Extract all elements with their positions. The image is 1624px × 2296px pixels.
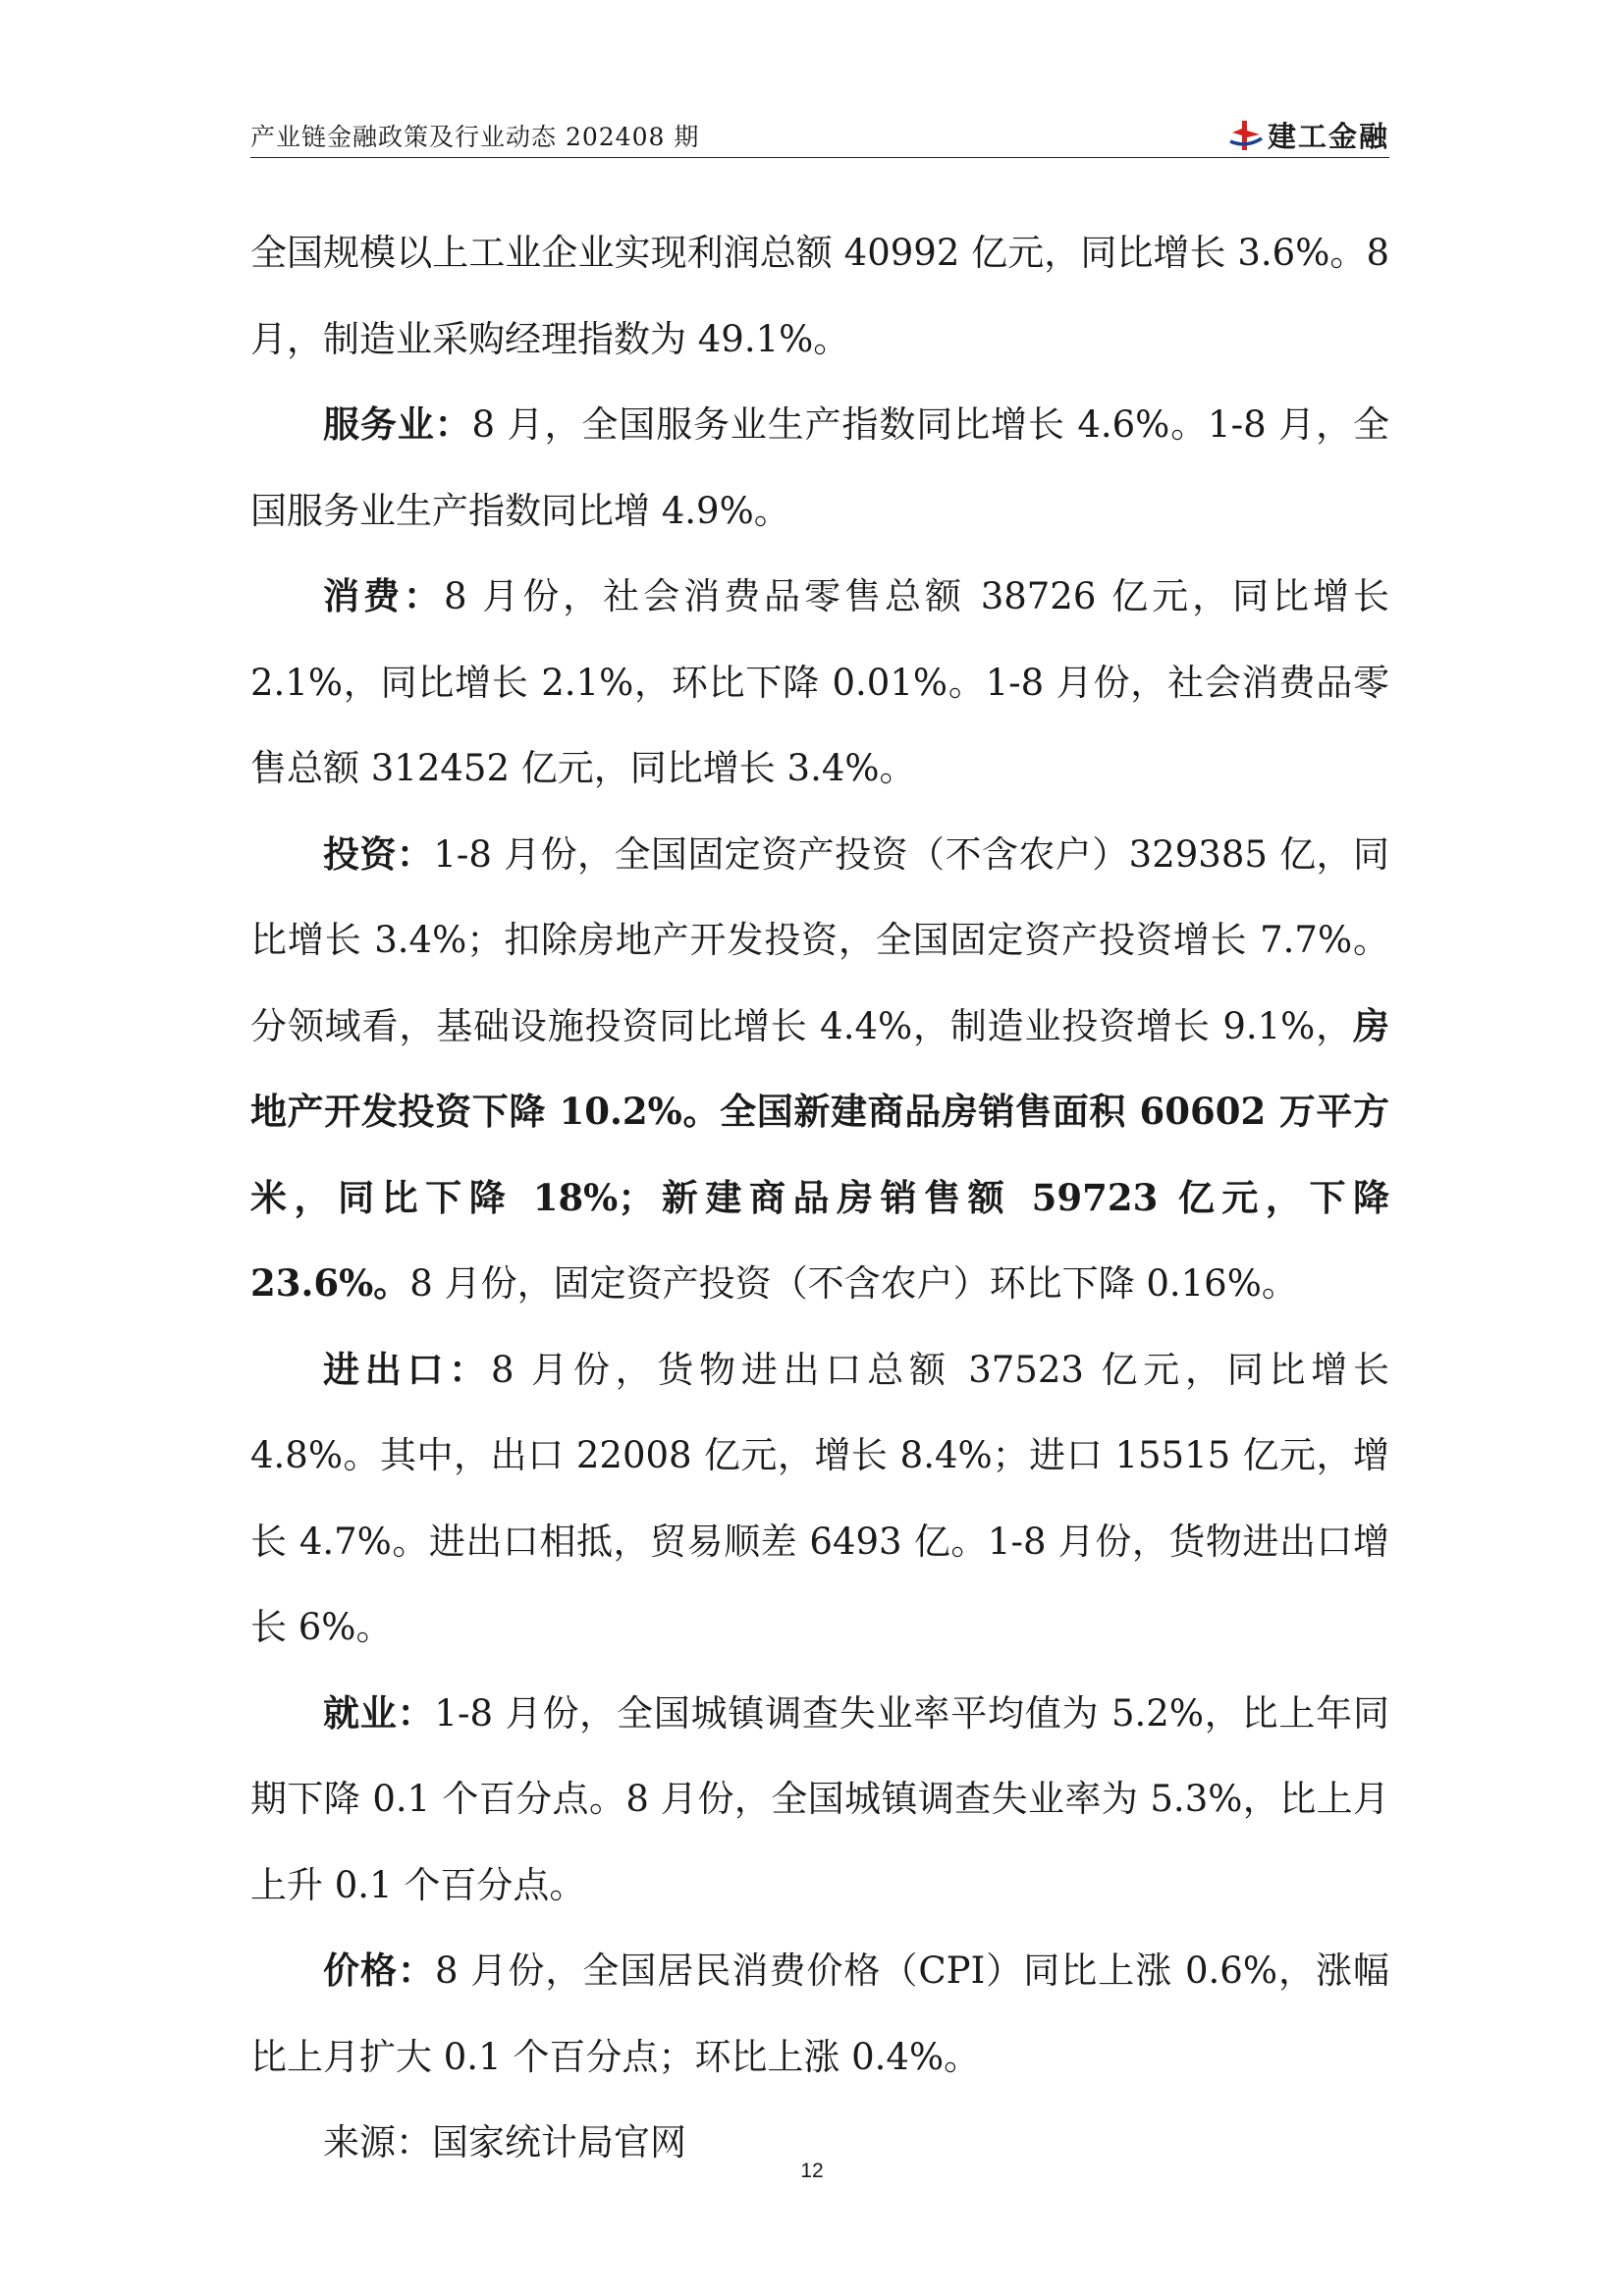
paragraph-consumption [250,554,1389,812]
paragraph-text: 1-8 月份，全国城镇调查失业率平均值为 5.2%，比上年同期下降 0.1 个百分点。8 月份，全国城镇调查失业率为 5.3%，比上月上升 0.1 个百分点。 [250,1691,1390,1906]
paragraph-heading: 服务业： [323,402,472,446]
paragraph-text: 1-8 月份，全国固定资产投资（不含农户）329385 亿，同比增长 3.4%；扣除房地产开发投资，全国固定资产投资增长 7.7%。分领域看，基础设施投资同比增长 4.4%，制造业投资增长 9.1%， [250,832,1390,1047]
source-note: 来源：国家统计局官网 [323,2121,686,2163]
paragraph-heading: 投资： [323,831,434,876]
page-header [250,116,1389,158]
paragraph-prices [250,1928,1389,2100]
paragraph-text: 全国规模以上工业企业实现利润总额 40992 亿元，同比增长 3.6%。8 月，制造业采购经理指数为 49.1%。 [250,232,1389,360]
paragraph-heading: 进出口： [323,1347,492,1391]
paragraph-services [250,382,1389,554]
paragraph-text: 8 月份，货物进出口总额 37523 亿元，同比增长 4.8%。其中，出口 22008 亿元，增长 8.4%；进口 15515 亿元，增长 4.7%。进出口相抵，贸易顺差 6493 亿。1-8 月份，货物进出口增长 6%。 [250,1348,1390,1648]
paragraph-text: 8 月份，社会消费品零售总额 38726 亿元，同比增长 2.1%，同比增长 2.1%，环比下降 0.01%。1-8 月份，社会消费品零售总额 312452 亿元，同比增长 3.4%。 [250,575,1389,789]
page-number: 12 [800,2160,824,2182]
paragraph-industry [250,210,1389,382]
paragraph-heading: 就业： [323,1690,435,1735]
paragraph-heading: 价格： [323,1949,436,1992]
paragraph-text: 8 月，全国服务业生产指数同比增长 4.6%。1-8 月，全国服务业生产指数同比增 4.9%。 [250,403,1390,532]
paragraph-heading: 消费： [323,574,444,617]
paragraph-trade [250,1327,1389,1671]
paragraph-investment [250,812,1389,1327]
header-title: 产业链金融政策及行业动态 202408 期 [250,123,700,151]
brand-name: 建工金融 [1267,120,1389,153]
paragraph-employment [250,1671,1389,1929]
paragraph-text: 8 月份，固定资产投资（不含农户）环比下降 0.16%。 [409,1262,1298,1305]
brand [1228,115,1389,155]
article-body [250,210,1389,2186]
company-logo-icon [1228,119,1264,152]
paragraph-text: 8 月份，全国居民消费价格（CPI）同比上涨 0.6%，涨幅比上月扩大 0.1 个百分点；环比上涨 0.4%。 [250,1949,1389,2078]
paragraph-emphasis: 房地产开发投资下降 10.2%。全国新建商品房销售面积 60602 万平方米，同比下降 18%；新建商品房销售额 59723 亿元，下降 23.6%。 [250,1003,1389,1305]
